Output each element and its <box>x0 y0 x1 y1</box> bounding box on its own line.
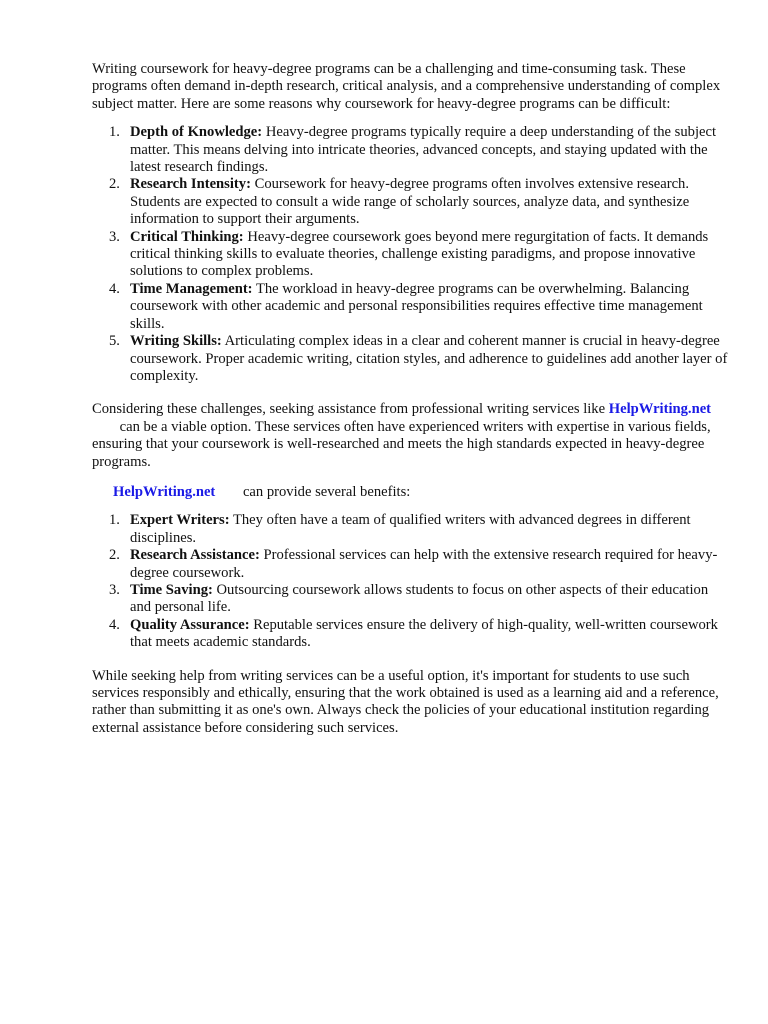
list-item <box>92 229 732 281</box>
list-item-term: Writing Skills: <box>130 333 222 350</box>
list-item-text: Outsourcing coursework allows students to focus on other aspects of their education and personal life. <box>130 581 709 616</box>
list-item <box>92 512 732 547</box>
list-item-number: 3. <box>109 581 120 598</box>
list-item-text: Articulating complex ideas in a clear and coherent manner is crucial in heavy-degree coursework. Proper academic writing, citation styles, and adherence to guidelines add another layer of complexity. <box>130 333 728 384</box>
list-item-text: Heavy-degree coursework goes beyond mere regurgitation of facts. It demands critical thinking skills to evaluate theories, challenge existing paradigms, and propose innovative solutions to complex problems. <box>130 228 709 280</box>
helpwriting-link[interactable]: HelpWriting.net <box>608 401 712 418</box>
list-item-number: 4. <box>109 616 120 633</box>
list-item <box>92 124 732 176</box>
list-item-number: 4. <box>109 280 120 297</box>
benefits-list <box>92 512 732 651</box>
list-item-text: The workload in heavy-degree programs can be overwhelming. Balancing coursework with other academic and personal responsibilities requires effective time management skills. <box>130 280 703 332</box>
list-item-number: 2. <box>109 547 120 564</box>
list-item-text: Coursework for heavy-degree programs often involves extensive research. Students are expected to consult a wide range of scholarly sources, analyze data, and synthesize information to support their arguments. <box>130 176 690 228</box>
document-page <box>92 61 732 737</box>
considering-text-before: Considering these challenges, seeking assistance from professional writing services like <box>92 401 606 418</box>
closing-paragraph: While seeking help from writing services can be a useful option, it's important for students to use such services responsibly and ethically, ensuring that the work obtained is used as a learning aid and a reference, rather than submitting it as one's own. Always check the policies of your educational institution regarding external assistance before considering such services. <box>92 667 719 736</box>
list-item-term: Expert Writers: <box>130 512 230 529</box>
list-item-text: Reputable services ensure the delivery of high-quality, well-written coursework that meets academic standards. <box>130 616 718 651</box>
list-item-number: 5. <box>109 333 120 350</box>
benefits-intro-text: can provide several benefits: <box>242 483 411 500</box>
list-item-number: 3. <box>109 228 120 245</box>
list-item-number: 1. <box>109 124 120 141</box>
considering-paragraph <box>92 401 732 471</box>
list-item-text: They often have a team of qualified writers with advanced degrees in different disciplines. <box>130 512 691 546</box>
list-item-text: Heavy-degree programs typically require a deep understanding of the subject matter. This means delving into intricate theories, advanced concepts, and staying updated with the latest research findings. <box>130 124 717 176</box>
intro-paragraph: Writing coursework for heavy-degree programs can be a challenging and time-consuming task. These programs often demand in-depth research, critical analysis, and a comprehensive understanding of complex subject matter. Here are some reasons why coursework for heavy-degree programs can be difficult: <box>92 61 721 112</box>
list-item-term: Research Intensity: <box>130 176 251 193</box>
list-item-term: Quality Assurance: <box>130 616 250 633</box>
helpwriting-link-benefits[interactable]: HelpWriting.net <box>113 483 216 500</box>
list-item-number: 1. <box>109 512 120 529</box>
difficulties-list <box>92 124 732 385</box>
list-item-number: 2. <box>109 176 120 193</box>
list-item-term: Critical Thinking: <box>130 228 244 245</box>
list-item-term: Time Saving: <box>130 581 213 598</box>
benefits-intro <box>92 484 732 501</box>
list-item-term: Research Assistance: <box>130 547 260 564</box>
list-item <box>92 582 732 617</box>
list-item-term: Depth of Knowledge: <box>130 124 263 141</box>
list-item <box>92 333 732 385</box>
list-item-term: Time Management: <box>130 280 253 297</box>
list-item <box>92 281 732 333</box>
list-item-text: Professional services can help with the extensive research required for heavy-degree coursework. <box>130 547 718 581</box>
list-item <box>92 547 732 582</box>
list-item <box>92 176 732 228</box>
list-item <box>92 617 732 652</box>
considering-text-after: can be a viable option. These services often have experienced writers with expertise in various fields, ensuring that your coursework is well-researched and meets the high standards expected in heavy-degree programs. <box>92 418 711 470</box>
